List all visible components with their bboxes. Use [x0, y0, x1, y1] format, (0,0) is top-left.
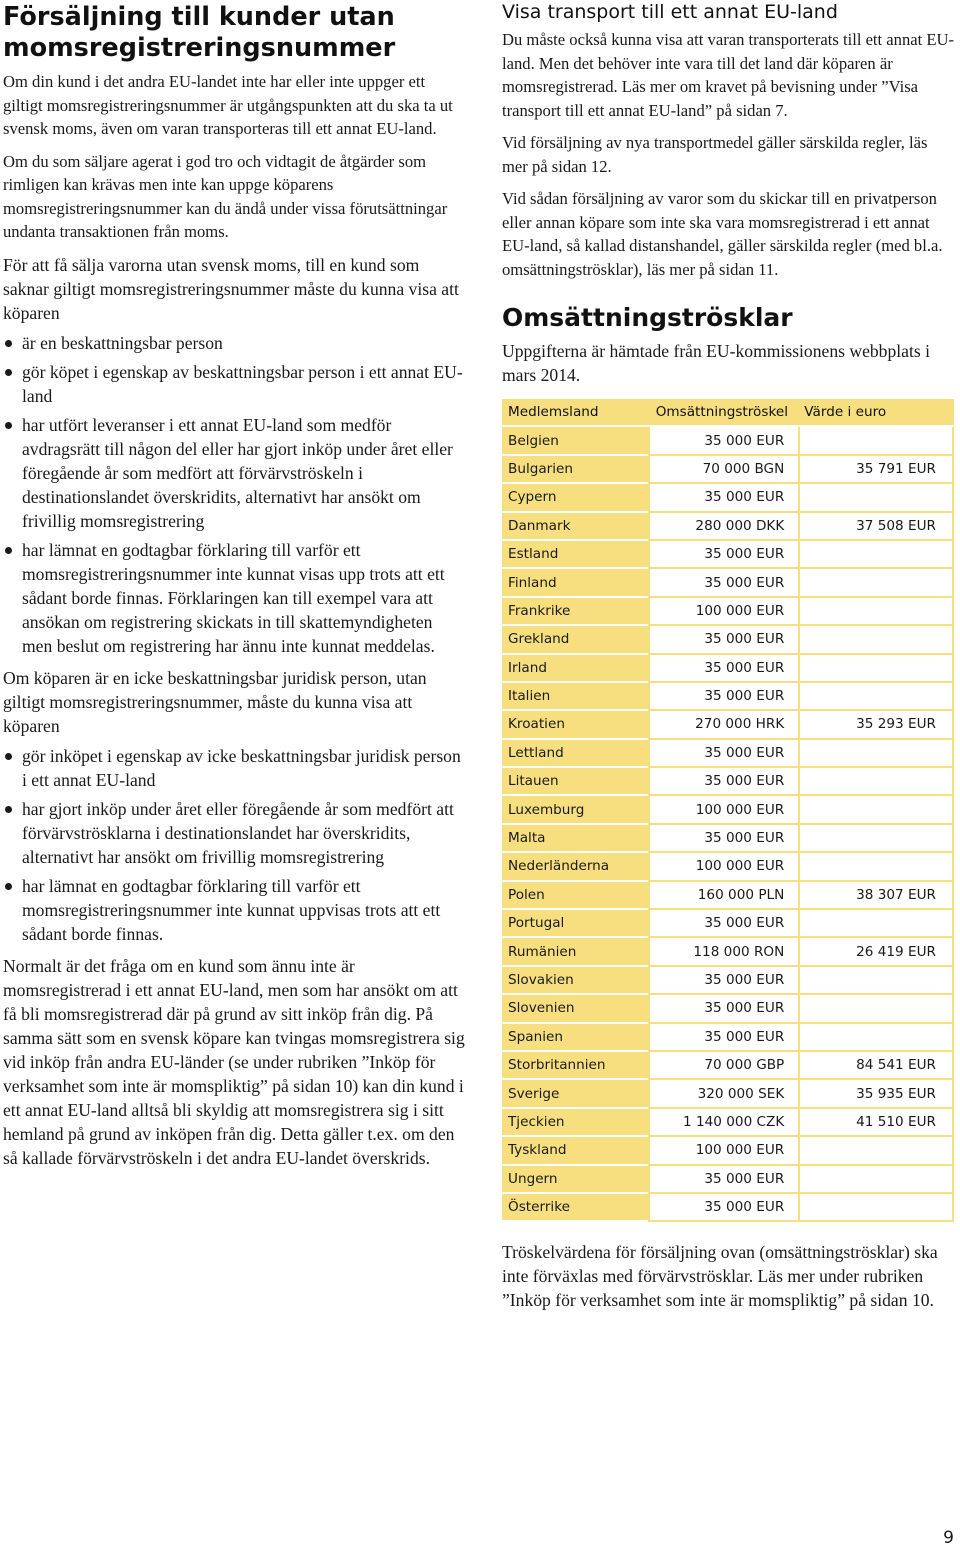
table-row [502, 938, 954, 966]
paragraph-good-faith: Om du som säljare agerat i god tro och vidtagit de åtgärder som rimligen kan krävas men inte kan uppge köparens momsregistreringsnummer kan du ändå under vissa förutsättningar undanta transaktionen från moms. [3, 151, 448, 241]
cell-euro [798, 1194, 954, 1222]
cell-euro [798, 569, 954, 597]
cell-euro [798, 484, 954, 512]
cell-euro: 37 508 EUR [798, 513, 954, 541]
column-header-euro: Värde i euro [798, 399, 954, 427]
table-row [502, 513, 954, 541]
list-item: har gjort inköp under året eller föregående år som medfört att förvärvströsklarna i destinationslandet har överskridits, alternativt har ansökt om frivillig momsregistrering [3, 797, 465, 869]
cell-country: Nederländerna [502, 853, 648, 881]
cell-threshold: 35 000 EUR [648, 1166, 799, 1194]
table-row [502, 967, 954, 995]
cell-country: Tyskland [502, 1137, 648, 1165]
cell-euro [798, 655, 954, 683]
list-item: är en beskattningsbar person [3, 331, 465, 355]
list-item: har utfört leveranser i ett annat EU-land som medför avdragsrätt till någon del eller har gjort inköp under året eller föregående år som medfört att förvärvströskeln i destinationslandet överskridits, alternativt har ansökt om frivillig momsregistrering [3, 413, 465, 533]
cell-country: Tjeckien [502, 1109, 648, 1137]
cell-euro [798, 427, 954, 455]
cell-euro [798, 995, 954, 1023]
right-column [502, 0, 957, 1321]
cell-country: Polen [502, 882, 648, 910]
cell-country: Lettland [502, 740, 648, 768]
cell-euro [798, 910, 954, 938]
cell-euro [798, 796, 954, 824]
cell-country: Portugal [502, 910, 648, 938]
table-row [502, 655, 954, 683]
paragraph-normal-case: Normalt är det fråga om en kund som ännu inte är momsregistrerad i ett annat EU-land, men som har ansökt om att få bli momsregistrerad där på grund av sitt inköp från dig. På samma sätt som en svensk köpare kan tvingas momsregistrera sig vid inköp från andra EU-länder (se under rubriken ”Inköp för verksamhet som inte är momspliktig” på sidan 10) kan din kund i ett annat EU-land alltså bli skyldig att momsregistrera sig i sitt hemland på grund av inköpen från dig. Detta gäller t.ex. om den så kallade förvärvströskeln i det andra EU-landet överskrids. [3, 955, 465, 1168]
cell-euro [798, 626, 954, 654]
table-row [502, 853, 954, 881]
cell-threshold: 100 000 EUR [648, 598, 799, 626]
table-row [502, 1194, 954, 1222]
table-row [502, 569, 954, 597]
cell-euro: 84 541 EUR [798, 1052, 954, 1080]
cell-country: Slovenien [502, 995, 648, 1023]
cell-euro: 41 510 EUR [798, 1109, 954, 1137]
cell-threshold: 280 000 DKK [648, 513, 799, 541]
cell-country: Danmark [502, 513, 648, 541]
cell-threshold: 270 000 HRK [648, 711, 799, 739]
cell-euro [798, 683, 954, 711]
cell-country: Slovakien [502, 967, 648, 995]
cell-threshold: 35 000 EUR [648, 740, 799, 768]
cell-threshold: 35 000 EUR [648, 569, 799, 597]
cell-threshold: 35 000 EUR [648, 995, 799, 1023]
table-row [502, 1166, 954, 1194]
cell-threshold: 35 000 EUR [648, 910, 799, 938]
cell-threshold: 35 000 EUR [648, 484, 799, 512]
table-row [502, 825, 954, 853]
cell-country: Litauen [502, 768, 648, 796]
table-row [502, 1109, 954, 1137]
table-row [502, 1052, 954, 1080]
cell-country: Bulgarien [502, 456, 648, 484]
cell-threshold: 35 000 EUR [648, 768, 799, 796]
paragraph-legal-person: Om köparen är en icke beskattningsbar juridisk person, utan giltigt momsregistreringsnummer, måste du kunna visa att köparen [3, 667, 427, 736]
thresholds-table-body [502, 427, 954, 1222]
cell-country: Rumänien [502, 938, 648, 966]
table-row [502, 882, 954, 910]
thresholds-intro: Uppgifterna är hämtade från EU-kommissionens webbplats i mars 2014. [502, 341, 930, 385]
table-row [502, 711, 954, 739]
table-row [502, 1024, 954, 1052]
table-row [502, 598, 954, 626]
cell-country: Spanien [502, 1024, 648, 1052]
cell-euro: 35 791 EUR [798, 456, 954, 484]
cell-country: Estland [502, 541, 648, 569]
table-header-row [502, 399, 954, 427]
cell-country: Frankrike [502, 598, 648, 626]
cell-euro: 26 419 EUR [798, 938, 954, 966]
requirements-list-legal [3, 744, 465, 946]
cell-euro [798, 768, 954, 796]
paragraph-vehicles: Vid försäljning av nya transportmedel gäller särskilda regler, läs mer på sidan 12. [502, 133, 928, 176]
cell-euro [798, 598, 954, 626]
cell-country: Italien [502, 683, 648, 711]
table-row [502, 626, 954, 654]
column-header-threshold: Omsättningströskel [648, 399, 799, 427]
cell-country: Cypern [502, 484, 648, 512]
table-row [502, 740, 954, 768]
cell-euro [798, 825, 954, 853]
cell-country: Kroatien [502, 711, 648, 739]
cell-country: Malta [502, 825, 648, 853]
cell-threshold: 35 000 EUR [648, 626, 799, 654]
cell-threshold: 35 000 EUR [648, 1024, 799, 1052]
cell-threshold: 100 000 EUR [648, 853, 799, 881]
cell-country: Grekland [502, 626, 648, 654]
paragraph-intro: Om din kund i det andra EU-landet inte har eller inte uppger ett giltigt momsregistreringsnummer är utgångspunkten att du ska ta ut svensk moms, även om varan transporteras till ett annat EU-land. [3, 72, 453, 138]
cell-euro [798, 967, 954, 995]
column-header-country: Medlemsland [502, 399, 648, 427]
cell-threshold: 160 000 PLN [648, 882, 799, 910]
cell-euro [798, 853, 954, 881]
list-item: har lämnat en godtagbar förklaring till varför ett momsregistreringsnummer inte kunnat visas upp trots att ett sådant borde finnas. Förklaringen kan till exempel vara att ansökan om registrering skickats in till skattemyndigheten men beslut om registrering har ännu inte kunnat meddelas. [3, 538, 465, 658]
table-row [502, 484, 954, 512]
cell-euro [798, 1137, 954, 1165]
paragraph-requirements: För att få sälja varorna utan svensk moms, till en kund som saknar giltigt momsregistreringsnummer måste du kunna visa att köparen [3, 254, 459, 323]
table-row [502, 427, 954, 455]
list-item: gör inköpet i egenskap av icke beskattningsbar juridisk person i ett annat EU-land [3, 744, 465, 792]
cell-euro [798, 1166, 954, 1194]
cell-country: Ungern [502, 1166, 648, 1194]
cell-country: Belgien [502, 427, 648, 455]
cell-euro [798, 1024, 954, 1052]
table-row [502, 456, 954, 484]
transport-heading: Visa transport till ett annat EU-land [502, 1, 838, 23]
paragraph-distance-selling: Vid sådan försäljning av varor som du skickar till en privatperson eller annan köpare som inte ska vara momsregistrerad i ett annat EU-land, så kallad distanshandel, gäller särskilda regler (med bl.a. omsättningströsklar), läs mer på sidan 11. [502, 189, 943, 279]
cell-euro [798, 541, 954, 569]
cell-country: Storbritannien [502, 1052, 648, 1080]
table-row [502, 768, 954, 796]
cell-threshold: 100 000 EUR [648, 1137, 799, 1165]
cell-threshold: 35 000 EUR [648, 427, 799, 455]
thresholds-table [502, 399, 954, 1222]
cell-threshold: 100 000 EUR [648, 796, 799, 824]
table-row [502, 796, 954, 824]
cell-threshold: 118 000 RON [648, 938, 799, 966]
cell-threshold: 320 000 SEK [648, 1080, 799, 1108]
table-row [502, 1080, 954, 1108]
table-row [502, 683, 954, 711]
list-item: gör köpet i egenskap av beskattningsbar person i ett annat EU-land [3, 360, 465, 408]
cell-euro [798, 740, 954, 768]
page-number: 9 [943, 1528, 954, 1548]
cell-threshold: 35 000 EUR [648, 655, 799, 683]
cell-country: Sverige [502, 1080, 648, 1108]
cell-threshold: 35 000 EUR [648, 541, 799, 569]
paragraph-closing: Tröskelvärdena för försäljning ovan (omsättningströsklar) ska inte förväxlas med förvärvströsklar. Läs mer under rubriken ”Inköp för verksamhet som inte är momspliktig” på sidan 10. [502, 1242, 938, 1311]
left-column [3, 0, 465, 1179]
cell-threshold: 1 140 000 CZK [648, 1109, 799, 1137]
cell-threshold: 35 000 EUR [648, 967, 799, 995]
list-item: har lämnat en godtagbar förklaring till varför ett momsregistreringsnummer inte kunnat uppvisas trots att ett sådant borde finnas. [3, 874, 465, 946]
cell-threshold: 35 000 EUR [648, 1194, 799, 1222]
cell-threshold: 35 000 EUR [648, 683, 799, 711]
cell-country: Finland [502, 569, 648, 597]
table-row [502, 1137, 954, 1165]
table-row [502, 910, 954, 938]
section-title: Försäljning till kunder utan momsregistreringsnummer [3, 2, 396, 63]
cell-threshold: 35 000 EUR [648, 825, 799, 853]
table-row [502, 541, 954, 569]
paragraph-transport: Du måste också kunna visa att varan transporterats till ett annat EU-land. Men det behöver inte vara till det land där köparen är momsregistrerad. Läs mer om kravet på bevisning under ”Visa transport till ett annat EU-land” på sidan 7. [502, 30, 955, 120]
cell-country: Irland [502, 655, 648, 683]
cell-country: Österrike [502, 1194, 648, 1222]
cell-country: Luxemburg [502, 796, 648, 824]
cell-threshold: 70 000 GBP [648, 1052, 799, 1080]
table-row [502, 995, 954, 1023]
cell-euro: 35 293 EUR [798, 711, 954, 739]
cell-euro: 35 935 EUR [798, 1080, 954, 1108]
thresholds-heading: Omsättningströsklar [502, 303, 793, 332]
cell-euro: 38 307 EUR [798, 882, 954, 910]
requirements-list-taxable [3, 331, 465, 658]
cell-threshold: 70 000 BGN [648, 456, 799, 484]
